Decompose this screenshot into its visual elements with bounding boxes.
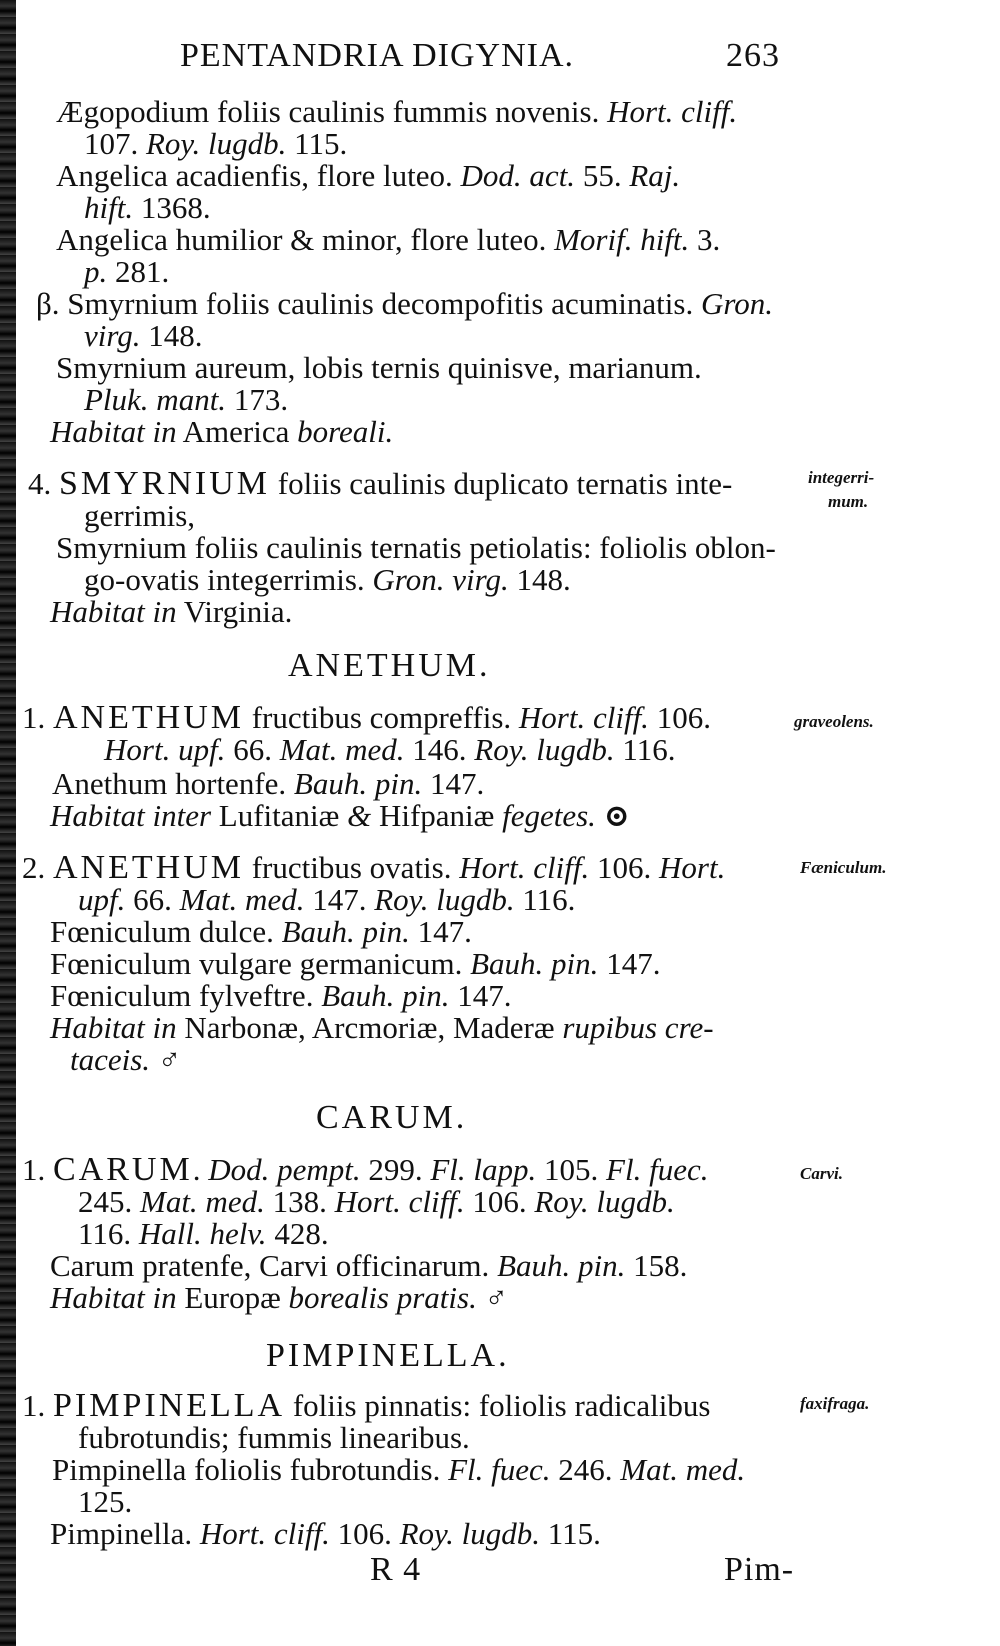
entry-line: Anethum hortenfe. Bauh. pin. 147. bbox=[52, 766, 485, 801]
trivial-name-margin: integerri- bbox=[808, 468, 875, 487]
entry-line: β. Smyrnium foliis caulinis decompofitis acuminatis. Gron. bbox=[36, 286, 774, 321]
genus-title: PIMPINELLA. bbox=[266, 1337, 510, 1374]
entry-line: Pimpinella. Hort. cliff. 106. Roy. lugdb. 115. bbox=[50, 1516, 601, 1551]
species-entry-heading: 1. ANETHUM fructibus compreffis. Hort. cliff. 106. bbox=[22, 699, 711, 736]
trivial-name-margin: graveolens. bbox=[794, 712, 874, 731]
entry-line: gerrimis, bbox=[84, 498, 196, 533]
entry-line: Angelica acadienfis, flore luteo. Dod. act. 55. Raj. bbox=[56, 158, 681, 193]
catchword: Pim- bbox=[724, 1551, 795, 1588]
species-entry-heading: 1. CARUM. Dod. pempt. 299. Fl. lapp. 105. Fl. fuec. bbox=[22, 1151, 709, 1188]
habitat-line: Habitat in Narbonæ, Arcmoriæ, Maderæ rupibus cre- bbox=[50, 1010, 714, 1045]
trivial-name-margin: mum. bbox=[828, 492, 869, 511]
trivial-name-margin: faxifraga. bbox=[800, 1394, 870, 1413]
entry-line: Smyrnium aureum, lobis ternis quinisve, marianum. bbox=[56, 350, 702, 385]
running-header: PENTANDRIA DIGYNIA. bbox=[180, 37, 575, 74]
signature-mark: R 4 bbox=[370, 1551, 422, 1588]
entry-line: Angelica humilior & minor, flore luteo. Morif. hift. 3. bbox=[56, 222, 721, 257]
entry-line: p. 281. bbox=[84, 254, 170, 289]
entry-line: Smyrnium foliis caulinis ternatis petiolatis: foliolis oblon- bbox=[56, 530, 776, 565]
genus-title: CARUM. bbox=[316, 1099, 468, 1136]
entry-line: 245. Mat. med. 138. Hort. cliff. 106. Roy. lugdb. bbox=[78, 1184, 675, 1219]
species-entry-heading: 2. ANETHUM fructibus ovatis. Hort. cliff. 106. Hort. bbox=[22, 849, 726, 886]
entry-line: 125. bbox=[78, 1484, 133, 1519]
trivial-name-margin: Fæniculum. bbox=[800, 858, 887, 877]
entry-line: Fœniculum dulce. Bauh. pin. 147. bbox=[50, 914, 472, 949]
entry-line: Pimpinella foliolis fubrotundis. Fl. fuec. 246. Mat. med. bbox=[52, 1452, 746, 1487]
entry-line: 107. Roy. lugdb. 115. bbox=[84, 126, 348, 161]
entry-line: upf. 66. Mat. med. 147. Roy. lugdb. 116. bbox=[78, 882, 576, 917]
perennial-symbol-icon: ♂ bbox=[484, 1280, 508, 1315]
entry-line: Fœniculum fylveftre. Bauh. pin. 147. bbox=[50, 978, 512, 1013]
habitat-line: Habitat in Virginia. bbox=[50, 594, 293, 629]
entry-line: Ægopodium foliis caulinis fummis novenis. Hort. cliff. bbox=[56, 94, 738, 129]
entry-line: 116. Hall. helv. 428. bbox=[78, 1216, 329, 1251]
habitat-line: Habitat inter Lufitaniæ & Hifpaniæ fegetes. ⊙ bbox=[50, 798, 630, 833]
entry-line: Pluk. mant. 173. bbox=[84, 382, 289, 417]
binding-edge bbox=[0, 0, 16, 1646]
habitat-line: taceis. ♂ bbox=[70, 1042, 182, 1077]
habitat-line: Habitat in Europæ borealis pratis. ♂ bbox=[50, 1280, 508, 1315]
perennial-symbol-icon: ♂ bbox=[157, 1042, 182, 1077]
entry-line: fubrotundis; fummis linearibus. bbox=[78, 1420, 470, 1455]
entry-line: go-ovatis integerrimis. Gron. virg. 148. bbox=[84, 562, 571, 597]
genus-title: ANETHUM. bbox=[288, 647, 491, 684]
page-number: 263 bbox=[726, 37, 780, 74]
trivial-name-margin: Carvi. bbox=[800, 1164, 843, 1183]
species-entry-heading: 1. PIMPINELLA foliis pinnatis: foliolis radicalibus bbox=[22, 1387, 711, 1424]
entry-line: Hort. upf. 66. Mat. med. 146. Roy. lugdb. 116. bbox=[104, 732, 676, 767]
annual-symbol-icon: ⊙ bbox=[603, 798, 630, 833]
habitat-line: Habitat in America boreali. bbox=[50, 414, 394, 449]
entry-line: hift. 1368. bbox=[84, 190, 211, 225]
entry-line: virg. 148. bbox=[84, 318, 203, 353]
entry-line: Carum pratenfe, Carvi officinarum. Bauh. pin. 158. bbox=[50, 1248, 688, 1283]
species-entry-heading: 4. SMYRNIUM foliis caulinis duplicato ternatis inte- bbox=[28, 465, 733, 502]
entry-line: Fœniculum vulgare germanicum. Bauh. pin. 147. bbox=[50, 946, 661, 981]
